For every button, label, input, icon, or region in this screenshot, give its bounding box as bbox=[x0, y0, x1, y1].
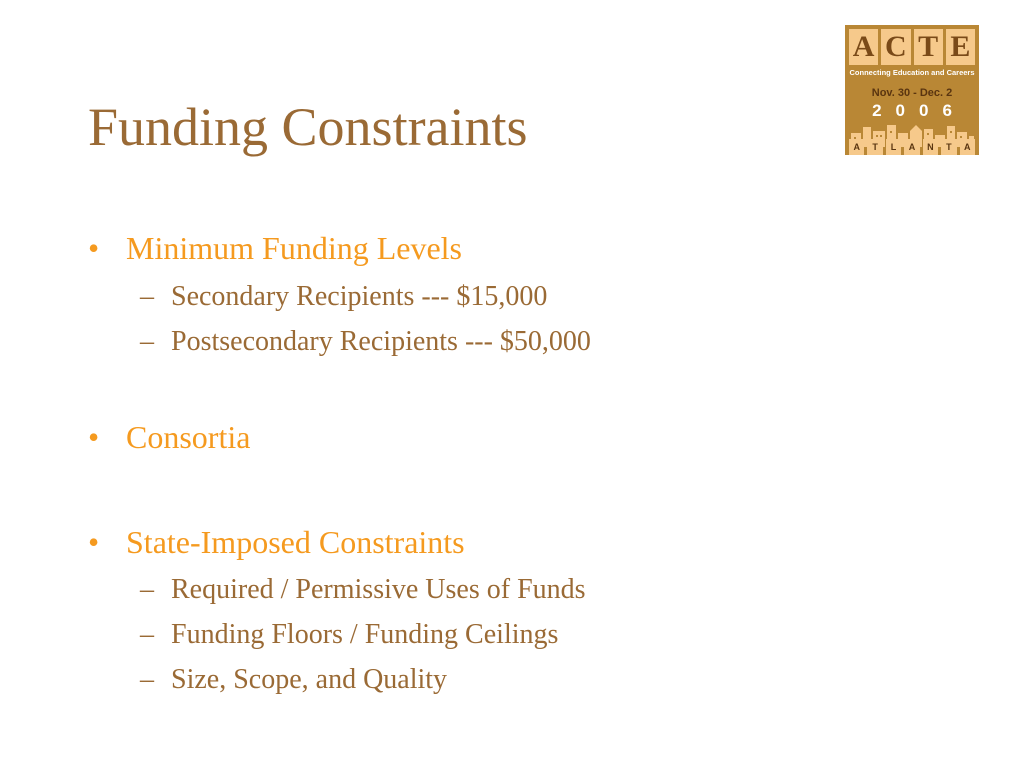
bullet-item bbox=[88, 232, 462, 264]
logo-dates: Nov. 30 - Dec. 2 bbox=[871, 87, 953, 99]
bullet-glyph: • bbox=[88, 524, 100, 560]
subitem bbox=[140, 666, 447, 694]
logo-letter: E bbox=[946, 29, 975, 65]
subitem-glyph: – bbox=[140, 664, 154, 695]
subitem bbox=[140, 621, 558, 649]
logo-city-letter: A bbox=[849, 139, 864, 155]
subitem-text: Postsecondary Recipients --- $50,000 bbox=[171, 326, 591, 357]
subitem-text: Size, Scope, and Quality bbox=[171, 664, 448, 695]
logo-city-letter: A bbox=[904, 139, 919, 155]
subitem bbox=[140, 328, 591, 356]
logo-city-letter: L bbox=[886, 139, 901, 155]
subitem-glyph: – bbox=[140, 619, 154, 650]
logo-city-letter: T bbox=[867, 139, 882, 155]
logo-letter: T bbox=[914, 29, 943, 65]
subitem-glyph: – bbox=[140, 326, 154, 357]
subitem-text: Required / Permissive Uses of Funds bbox=[171, 574, 586, 605]
bullet-item bbox=[88, 421, 250, 453]
bullet-text: Consortia bbox=[126, 419, 251, 455]
logo-city-letter: N bbox=[923, 139, 938, 155]
logo-tagline: Connecting Education and Careers bbox=[849, 68, 975, 77]
bullet-glyph: • bbox=[88, 230, 100, 266]
subitem-glyph: – bbox=[140, 281, 154, 312]
logo-city bbox=[849, 139, 975, 155]
subitem bbox=[140, 283, 547, 311]
subitem bbox=[140, 576, 586, 604]
subitem-glyph: – bbox=[140, 574, 154, 605]
bullet-text: State-Imposed Constraints bbox=[126, 524, 465, 560]
bullet-glyph: • bbox=[88, 419, 100, 455]
logo-city-letter: A bbox=[960, 139, 975, 155]
subitem-text: Funding Floors / Funding Ceilings bbox=[171, 619, 559, 650]
logo-letter: C bbox=[881, 29, 910, 65]
logo-city-letter: T bbox=[941, 139, 956, 155]
bullet-text: Minimum Funding Levels bbox=[126, 230, 462, 266]
acte-logo bbox=[845, 25, 979, 155]
subitem-text: Secondary Recipients --- $15,000 bbox=[171, 281, 548, 312]
logo-letter: A bbox=[849, 29, 878, 65]
slide-title: Funding Constraints bbox=[88, 97, 528, 157]
logo-year: 2006 bbox=[872, 101, 966, 120]
bullet-item bbox=[88, 526, 465, 558]
logo-wordmark bbox=[849, 29, 975, 65]
